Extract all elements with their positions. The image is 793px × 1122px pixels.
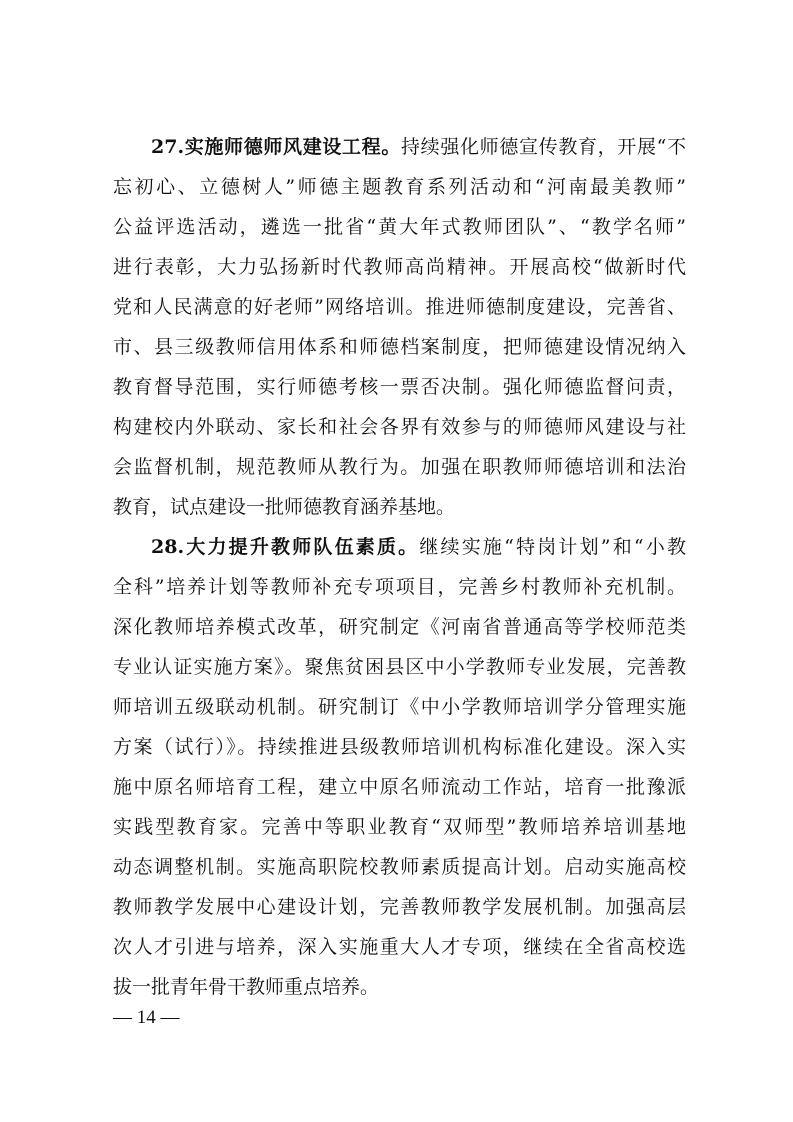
paragraph-line: 构建校内外联动、家长和社会各界有效参与的师德师风建设与社 (113, 417, 686, 438)
paragraph-line: 方案（试行）》。持续推进县级教师培训机构标准化建设。深入实 (113, 737, 686, 758)
paragraph-line (151, 137, 686, 161)
paragraph-line: 师培训五级联动机制。研究制订《中小学教师培训学分管理实施 (113, 697, 686, 718)
paragraph-heading: 28.大力提升教师队伍素质。 (151, 537, 420, 558)
paragraph-text: 继续实施“特岗计划”和“小教 (419, 537, 686, 558)
paragraph-line: 党和人民满意的好老师”网络培训。推进师德制度建设，完善省、 (113, 297, 686, 318)
paragraph-line: 公益评选活动，遴选一批省“黄大年式教师团队”、“教学名师” (113, 217, 686, 238)
paragraph-line (151, 537, 686, 561)
paragraph-line: 全科”培养计划等教师补充专项项目，完善乡村教师补充机制。 (113, 577, 686, 598)
paragraph-line: 教师教学发展中心建设计划，完善教师教学发展机制。加强高层 (113, 897, 686, 918)
paragraph-text: 持续强化师德宣传教育，开展“不 (401, 137, 686, 158)
paragraph-line: 深化教师培养模式改革，研究制定《河南省普通高等学校师范类 (113, 617, 686, 638)
paragraph-line: 专业认证实施方案》。聚焦贫困县区中小学教师专业发展，完善教 (113, 657, 686, 678)
paragraph-line: 会监督机制，规范教师从教行为。加强在职教师师德培训和法治 (113, 457, 686, 478)
paragraph-line: 进行表彰，大力弘扬新时代教师高尚精神。开展高校“做新时代 (113, 257, 686, 278)
paragraph-line: 市、县三级教师信用体系和师德档案制度，把师德建设情况纳入 (113, 337, 686, 358)
paragraph-line: 次人才引进与培养，深入实施重大人才专项，继续在全省高校选 (113, 937, 686, 958)
paragraph-line: 施中原名师培育工程，建立中原名师流动工作站，培育一批豫派 (113, 777, 686, 798)
paragraph-line: 拔一批青年骨干教师重点培养。 (113, 977, 380, 998)
paragraph-line: 忘初心、立德树人”师德主题教育系列活动和“河南最美教师” (113, 177, 686, 198)
paragraph-heading: 27.实施师德师风建设工程。 (151, 137, 402, 158)
paragraph-line: 动态调整机制。实施高职院校教师素质提高计划。启动实施高校 (113, 857, 686, 878)
paragraph-line: 教育，试点建设一批师德教育涵养基地。 (113, 497, 456, 518)
paragraph-line: 教育督导范围，实行师德考核一票否决制。强化师德监督问责， (113, 377, 686, 398)
paragraph-line: 实践型教育家。完善中等职业教育“双师型”教师培养培训基地 (113, 817, 686, 838)
page-number: — 14 — (113, 1007, 180, 1028)
